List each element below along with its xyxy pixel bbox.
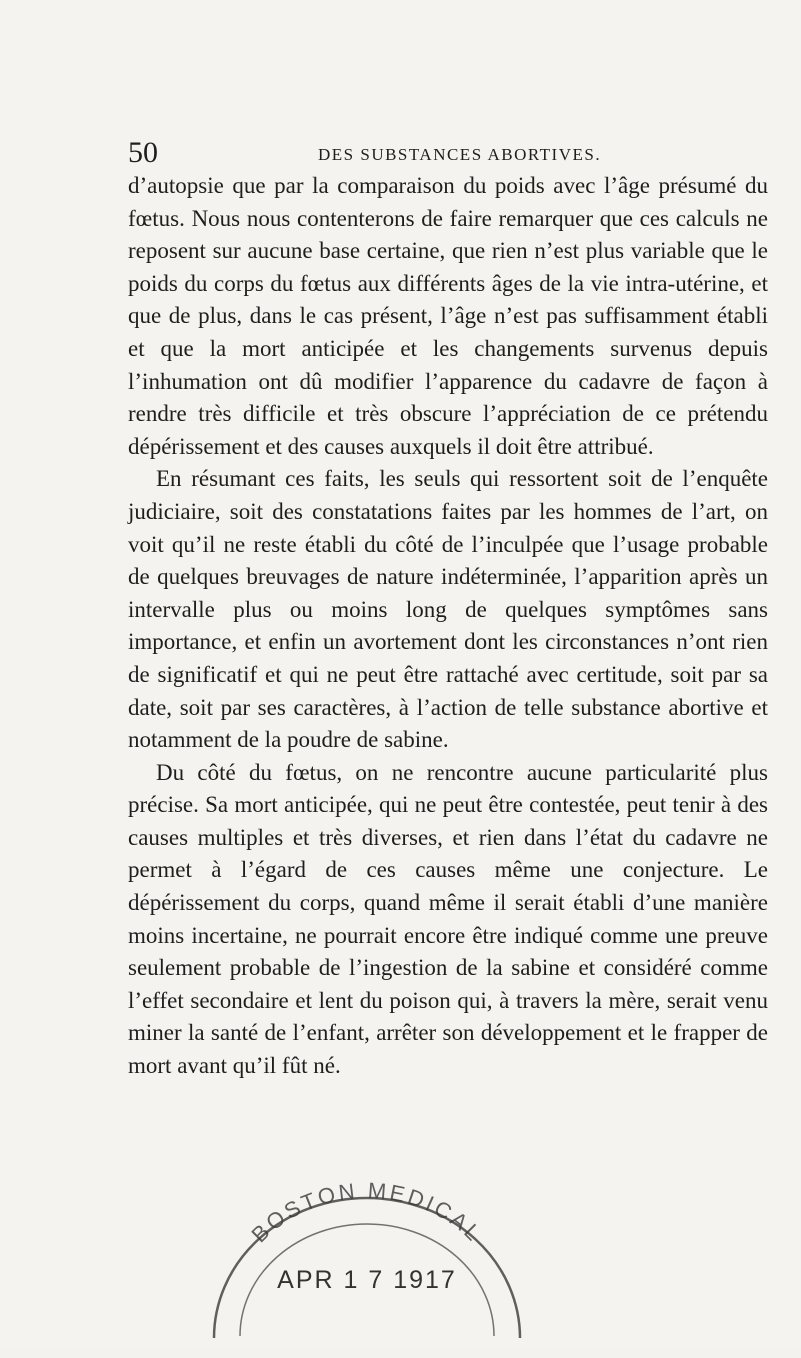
running-head — [128, 136, 768, 170]
running-title: DES SUBSTANCES ABORTIVES. — [318, 145, 602, 164]
paragraph-2: En résumant ces faits, les seuls qui ressortent soit de l’enquête judiciaire, soit des constatations faites par les hommes de l’art, on voit qu’il ne reste établi du côté de l’inculpée que l’usage probable de quelques breuvages de nature indéterminée, l’apparition après un intervalle plus ou moins long de quelques symptômes sans importance, et enfin un avortement dont les circonstances n’ont rien de significatif et qui ne peut être rattaché avec certitude, soit par sa date, soit par ses caractères, à l’action de telle substance abortive et notamment de la poudre de sabine. — [128, 466, 768, 753]
stamp-date: APR 1 7 1917 — [277, 1266, 457, 1294]
stamp-arc-text: BOSTON MEDICAL — [246, 1177, 488, 1248]
library-stamp — [192, 1168, 542, 1358]
paragraph-3: Du côté du fœtus, on ne rencontre aucune particularité plus précise. Sa mort anticipée, qui ne peut être contestée, peut tenir à des causes multiples et très diverses, et rien dans l’état du cadavre ne permet à l’égard de ces causes même une conjecture. Le dépérissement du corps, quand même il serait établi d’une manière moins incertaine, ne pourrait encore être indiqué comme une preuve seulement probable de l’ingestion de la sabine et considéré comme l’effet secondaire et lent du poison qui, à travers la mère, serait venu miner la santé de l’enfant, arrêter son développement et le frapper de mort avant qu’il fût né. — [128, 759, 768, 1079]
body-text — [128, 170, 768, 1083]
page-number: 50 — [128, 136, 158, 169]
paragraph-1: d’autopsie que par la comparaison du poids avec l’âge présumé du fœtus. Nous nous contenterons de faire remarquer que ces calculs ne reposent sur aucune base certaine, que rien n’est plus variable que le poids du corps du fœtus aux différents âges de la vie intra-utérine, et que de plus, dans le cas présent, l’âge n’est pas suffisamment établi et que la mort anticipée et les changements survenus depuis l’inhumation ont dû modifier l’apparence du cadavre de façon à rendre très difficile et très obscure l’appréciation de ce prétendu dépérissement et des causes auxquels il doit être attribué. — [128, 173, 768, 459]
